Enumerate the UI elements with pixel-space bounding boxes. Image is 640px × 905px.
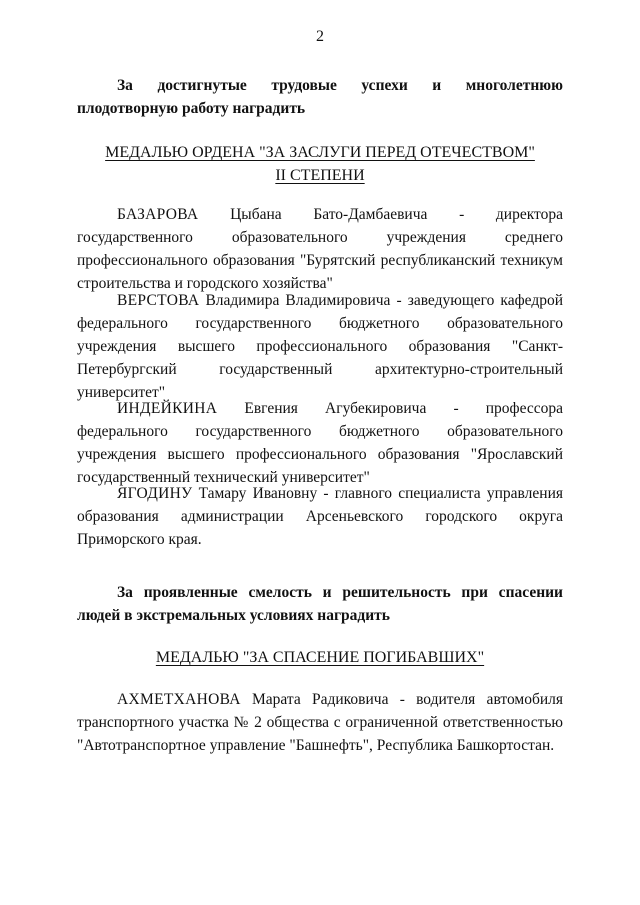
award-title-line: МЕДАЛЬЮ ОРДЕНА "ЗА ЗАСЛУГИ ПЕРЕД ОТЕЧЕСТВОМ" [105,144,535,161]
award-intro-text: За проявленные смелость и решительность при спасении людей в экстремальных условиях наградить [77,584,563,624]
award-title-line: МЕДАЛЬЮ "ЗА СПАСЕНИЕ ПОГИБАВШИХ" [155,649,485,666]
awardee-details: Владимира Владимировича - заведующего кафедрой федерального государственного бюджетного образовательного учреждения высшего профессионального образования "Санкт-Петербургский государственный архитектурно-строительный университет" [77,292,564,401]
award-title [0,141,640,187]
awardee-surname: АХМЕТХАНОВА [117,691,241,708]
awardee-details: Тамару Ивановну - главного специалиста управления образования администрации Арсеньевского городского округа Приморского края. [77,485,563,548]
award-intro-text: За достигнутые трудовые успехи и многолетнюю плодотворную работу наградить [77,77,563,117]
award-title [0,646,640,669]
awardee-entry [77,482,563,551]
award-intro-paragraph [77,74,563,120]
awardee-surname: ВЕРСТОВА [117,292,200,309]
awardee-details: Марата Радиковича - водителя автомобиля транспортного участка № 2 общества с ограниченной ответственностью "Автотранспортное управление "Башнефть", Республика Башкортостан. [77,691,564,754]
awardee-details: Цыбана Бато-Дамбаевича - директора государственного образовательного учреждения среднего профессионального образования "Бурятский республиканский техникум строительства и городского хозяйства" [77,206,563,292]
page-number: 2 [316,28,324,45]
awardee-entry [77,688,563,757]
award-intro-paragraph [77,581,563,627]
awardee-entry [77,397,563,489]
awardee-entry [77,203,563,295]
awardee-surname: ЯГОДИНУ [117,485,193,502]
awardee-details: Евгения Агубекировича - профессора федерального государственного бюджетного образовательного учреждения высшего профессионального образования "Ярославский государственный технический университет" [77,400,564,486]
awardee-entry [77,289,563,404]
awardee-surname: БАЗАРОВА [117,206,199,223]
award-title-degree: II СТЕПЕНИ [275,167,365,184]
awardee-surname: ИНДЕЙКИНА [117,400,218,417]
